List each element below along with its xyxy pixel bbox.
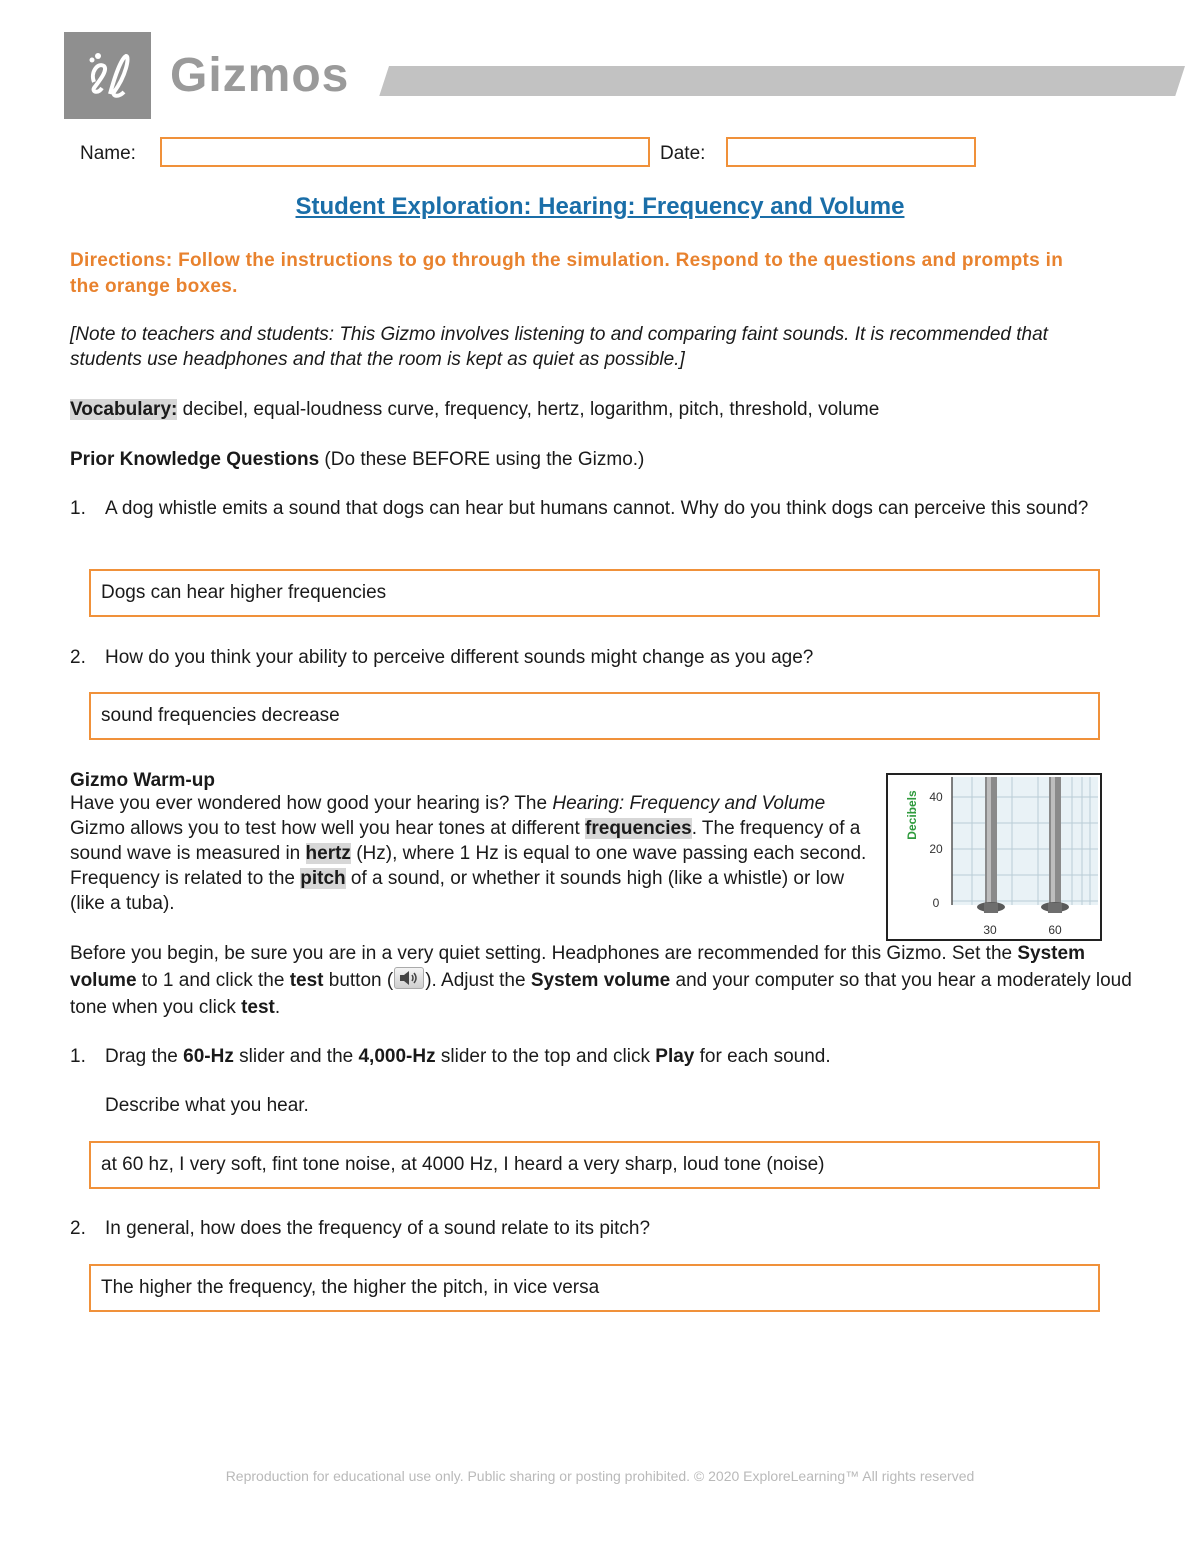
term-frequencies: frequencies <box>585 818 692 839</box>
text: Before you begin, be sure you are in a very quiet setting. Headphones are recommended for this Gizmo. Set the <box>70 943 1018 964</box>
term-hertz: hertz <box>305 843 351 864</box>
prior-subheading: (Do these BEFORE using the Gizmo.) <box>319 449 645 470</box>
x-tick-label: 60 <box>1048 923 1062 937</box>
brand-name: Gizmos <box>170 49 350 102</box>
question-number: 1. <box>70 498 86 519</box>
play-term: Play <box>655 1046 695 1067</box>
vocabulary-label: Vocabulary: <box>70 399 178 420</box>
test-term: test <box>241 997 275 1018</box>
describe-prompt: Describe what you hear. <box>105 1095 309 1116</box>
test-term: test <box>289 970 324 991</box>
question-number: 2. <box>70 647 86 668</box>
explorelearning-logo-icon <box>64 32 151 119</box>
date-label: Date: <box>660 143 706 164</box>
text: for each sound. <box>694 1046 831 1067</box>
answer-box[interactable]: at 60 hz, I very soft, fint tone noise, at 4000 Hz, I heard a very sharp, loud tone (noise) <box>89 1141 1100 1189</box>
answer-box[interactable]: The higher the frequency, the higher the pitch, in vice versa <box>89 1264 1100 1312</box>
text: Have you ever wondered how good your hearing is? The <box>70 793 553 814</box>
setup-paragraph <box>70 940 1140 1021</box>
text: Drag the <box>105 1046 184 1067</box>
text: and your computer so that you hear a moderately loud tone when you click <box>70 970 1132 1018</box>
warmup-paragraph <box>70 791 870 916</box>
text: button ( <box>323 970 394 991</box>
decibel-slider-figure <box>886 773 1102 941</box>
text: slider to the top and click <box>435 1046 656 1067</box>
term-pitch: pitch <box>300 868 346 889</box>
question-text: A dog whistle emits a sound that dogs can hear but humans cannot. Why do you think dogs can perceive this sound? <box>105 498 1089 519</box>
question-number: 1. <box>70 1046 86 1067</box>
text: (Hz), where 1 Hz is equal to one wave passing each second. Frequency is related to the <box>70 843 867 889</box>
system-volume-term: System volume <box>70 943 1085 991</box>
teacher-note: [Note to teachers and students: This Gizmo involves listening to and comparing faint sounds. It is recommended that students use headphones and that the room is kept as quiet as possible.] <box>70 324 1048 370</box>
y-tick-label: 40 <box>929 790 943 804</box>
y-axis-label: Decibels <box>905 790 919 840</box>
text: . <box>274 997 281 1018</box>
answer-box[interactable]: sound frequencies decrease <box>89 692 1100 740</box>
page-title: Student Exploration: Hearing: Frequency and Volume <box>295 193 905 220</box>
question-number: 2. <box>70 1218 86 1239</box>
date-field[interactable] <box>726 137 976 167</box>
text: ). Adjust the <box>425 970 531 991</box>
warmup-heading: Gizmo Warm-up <box>70 770 215 791</box>
slider-4000hz-term: 4,000-Hz <box>358 1046 436 1067</box>
vocabulary-terms: decibel, equal-loudness curve, frequency, hertz, logarithm, pitch, threshold, volume <box>177 399 880 420</box>
text: Gizmo allows you to test how well you hear tones at different <box>70 818 586 839</box>
gizmo-name: Hearing: Frequency and Volume <box>552 793 826 814</box>
header-bar <box>379 66 1185 96</box>
question-text: How do you think your ability to perceive different sounds might change as you age? <box>105 647 814 668</box>
logo <box>64 32 151 119</box>
text: slider and the <box>233 1046 359 1067</box>
prior-heading-text: Prior Knowledge Questions <box>70 449 320 470</box>
question-text <box>105 1044 1115 1069</box>
footer-copyright: Reproduction for educational use only. Public sharing or posting prohibited. © 2020 ExploreLearning™ All rights reserved <box>225 1468 975 1484</box>
slider-60hz-term: 60-Hz <box>183 1046 234 1067</box>
x-tick-label: 30 <box>983 923 997 937</box>
answer-box[interactable]: Dogs can hear higher frequencies <box>89 569 1100 617</box>
text: to 1 and click the <box>136 970 290 991</box>
directions: Directions: Follow the instructions to go through the simulation. Respond to the questions and prompts in the orange boxes. <box>70 250 1064 297</box>
text: . The frequency of a sound wave is measured in <box>70 818 861 864</box>
system-volume-term: System volume <box>530 970 671 991</box>
name-label: Name: <box>80 143 136 164</box>
name-field[interactable] <box>160 137 650 167</box>
vocabulary <box>70 397 1130 422</box>
y-tick-label: 0 <box>932 896 940 910</box>
y-tick-label: 20 <box>929 842 943 856</box>
question-text: In general, how does the frequency of a sound relate to its pitch? <box>105 1218 651 1239</box>
prior-knowledge-heading <box>70 447 644 472</box>
speaker-icon <box>394 967 424 989</box>
text: of a sound, or whether it sounds high (like a whistle) or low (like a tuba). <box>70 868 845 914</box>
